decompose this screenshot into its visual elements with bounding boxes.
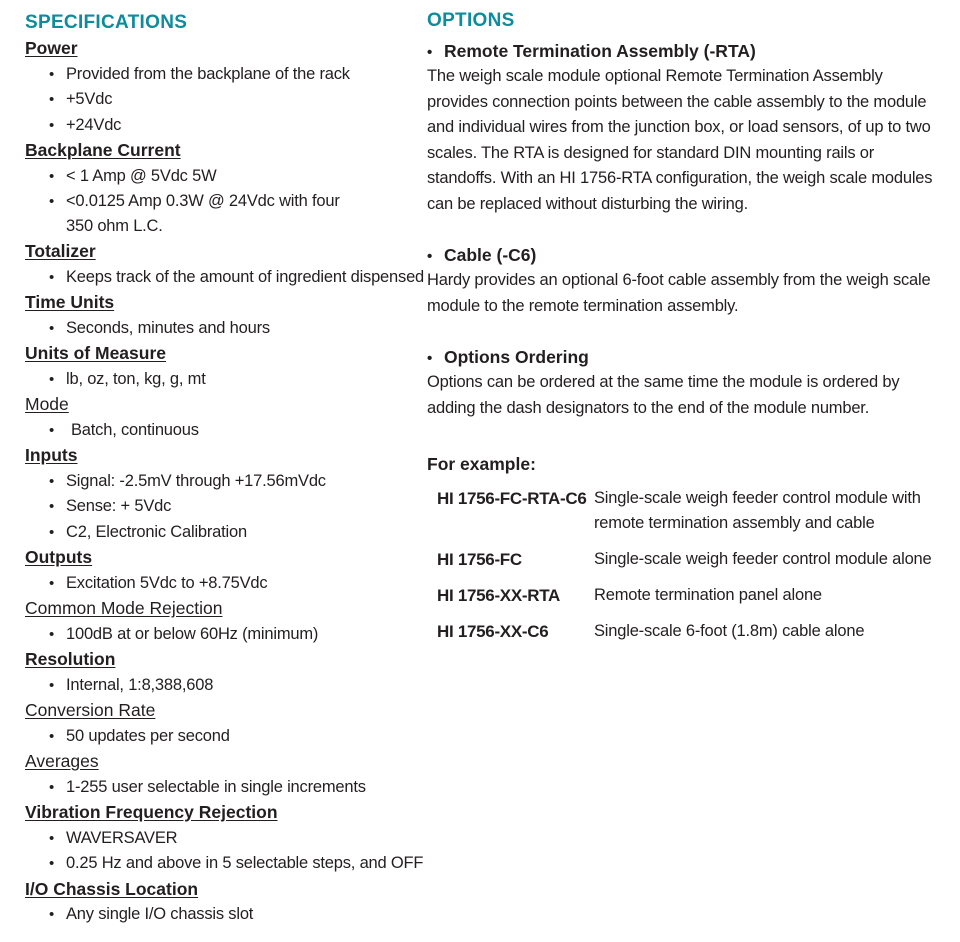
spec-heading-outputs: Outputs (25, 547, 93, 567)
spec-item (25, 87, 410, 113)
spec-heading-conversion-rate: Conversion Rate (25, 700, 156, 720)
example-description: Single-scale weigh feeder control module with remote termination assembly and cable (594, 489, 921, 532)
spec-heading-backplane-current: Backplane Current (25, 140, 181, 160)
option-body-rta: The weigh scale module optional Remote Termination Assembly provides connection points between the cable assembly to the module and individual wires from the junction box, or load sensors, of up to two scales. The RTA is designed for standard DIN mounting rails or standoffs. With an HI 1756-RTA configuration, the weigh scale modules can be replaced without disturbing the wiring. (427, 67, 933, 213)
spec-item (25, 851, 424, 877)
bullet-icon: • (49, 829, 55, 847)
options-column (427, 8, 947, 644)
option-heading-text: Options Ordering (444, 347, 589, 367)
spec-item-text: Batch, continuous (71, 420, 199, 439)
spec-item (25, 418, 410, 444)
spec-item (25, 902, 410, 928)
spec-heading-inputs: Inputs (25, 445, 78, 465)
example-code: HI 1756-XX-RTA (437, 586, 561, 605)
spec-item (25, 622, 410, 648)
spec-item-text: 1-255 user selectable in single increments (66, 777, 366, 796)
bullet-icon: • (49, 167, 55, 185)
spec-item (25, 113, 410, 139)
example-row (427, 619, 947, 644)
spec-item (25, 316, 410, 342)
bullet-icon: • (49, 472, 55, 490)
example-code: HI 1756-FC (437, 550, 522, 569)
specifications-title: SPECIFICATIONS (25, 12, 188, 33)
bullet-icon: • (49, 855, 55, 872)
spec-heading-power: Power (25, 38, 78, 58)
option-heading-text: Remote Termination Assembly (-RTA) (444, 41, 756, 61)
example-code: HI 1756-FC-RTA-C6 (437, 489, 587, 508)
spec-item-text: +24Vdc (66, 115, 122, 134)
spec-item-text: Internal, 1:8,388,608 (66, 675, 214, 694)
spec-item (25, 724, 410, 750)
option-body-cable: Hardy provides an optional 6-foot cable assembly from the weigh scale module to the remote termination assembly. (427, 271, 931, 315)
bullet-icon: • (49, 65, 55, 83)
spec-heading-common-mode-rejection: Common Mode Rejection (25, 598, 223, 618)
bullet-icon: • (49, 574, 55, 592)
bullet-icon: • (427, 44, 433, 61)
bullet-icon: • (49, 116, 55, 134)
spec-heading-mode: Mode (25, 394, 69, 414)
bullet-icon: • (427, 248, 433, 265)
spec-item (25, 826, 410, 852)
option-heading-rta (427, 38, 947, 64)
example-row (427, 486, 947, 536)
spec-heading-totalizer: Totalizer (25, 241, 96, 261)
spec-item-text: WAVERSAVER (66, 828, 178, 847)
spec-item (25, 469, 410, 495)
spec-heading-units-of-measure: Units of Measure (25, 343, 166, 363)
spec-item (25, 62, 410, 88)
bullet-icon: • (49, 319, 55, 337)
spec-item (25, 494, 410, 520)
spec-item (25, 520, 410, 546)
bullet-icon: • (49, 268, 55, 286)
bullet-icon: • (49, 370, 55, 388)
spec-item-text: Sense: + 5Vdc (66, 497, 172, 515)
spec-item-text: < 1 Amp @ 5Vdc 5W (66, 166, 217, 185)
spec-item-text: Signal: -2.5mV through +17.56mVdc (66, 471, 326, 490)
bullet-icon: • (49, 91, 55, 108)
bullet-icon: • (49, 523, 55, 541)
spec-item-text: Seconds, minutes and hours (66, 318, 270, 337)
specifications-column (25, 10, 425, 928)
spec-item-text: +5Vdc (66, 90, 113, 108)
spec-heading-io-chassis-location: I/O Chassis Location (25, 878, 199, 899)
option-heading-ordering (427, 344, 947, 370)
option-heading-text: Cable (-C6) (444, 245, 537, 265)
spec-heading-resolution: Resolution (25, 649, 116, 669)
bullet-icon: • (49, 498, 55, 515)
option-body-ordering: Options can be ordered at the same time the module is ordered by adding the dash designators to the end of the module number. (427, 373, 900, 417)
spec-item (25, 265, 425, 291)
example-row (427, 547, 947, 572)
spec-item (25, 673, 410, 699)
spec-heading-averages: Averages (25, 751, 99, 771)
spec-item-text: Any single I/O chassis slot (66, 905, 254, 923)
spec-item-text: Excitation 5Vdc to +8.75Vdc (66, 573, 268, 592)
spec-item-text: <0.0125 Amp 0.3W @ 24Vdc with four 350 ohm L.C. (66, 192, 340, 235)
spec-heading-vibration-frequency-rejection: Vibration Frequency Rejection (25, 802, 278, 822)
bullet-icon: • (49, 193, 55, 210)
examples-table (427, 486, 947, 644)
spec-item (25, 571, 410, 597)
spec-item-text: 0.25 Hz and above in 5 selectable steps, and OFF (66, 854, 424, 872)
spec-item-text: Provided from the backplane of the rack (66, 64, 350, 83)
bullet-icon: • (49, 676, 55, 694)
bullet-icon: • (49, 778, 55, 796)
spec-item (25, 775, 410, 801)
spec-item (25, 367, 410, 393)
example-row (427, 583, 947, 608)
spec-item (25, 189, 366, 239)
example-description: Single-scale weigh feeder control module alone (594, 550, 932, 568)
bullet-icon: • (49, 906, 55, 923)
option-heading-cable (427, 242, 947, 268)
bullet-icon: • (49, 421, 55, 439)
options-title: OPTIONS (427, 10, 515, 31)
spec-item-text: 100dB at or below 60Hz (minimum) (66, 624, 319, 643)
example-label: For example: (427, 454, 536, 474)
bullet-icon: • (49, 727, 55, 745)
bullet-icon: • (49, 625, 55, 643)
spec-item-text: 50 updates per second (66, 726, 230, 745)
spec-item-text: Keeps track of the amount of ingredient dispensed (66, 267, 425, 286)
spec-heading-time-units: Time Units (25, 292, 115, 312)
example-code: HI 1756-XX-C6 (437, 622, 549, 641)
spec-item (25, 164, 410, 190)
spec-item-text: lb, oz, ton, kg, g, mt (66, 369, 206, 388)
example-description: Single-scale 6-foot (1.8m) cable alone (594, 622, 865, 640)
example-description: Remote termination panel alone (594, 586, 822, 604)
bullet-icon: • (427, 350, 433, 367)
spec-item-text: C2, Electronic Calibration (66, 522, 247, 541)
